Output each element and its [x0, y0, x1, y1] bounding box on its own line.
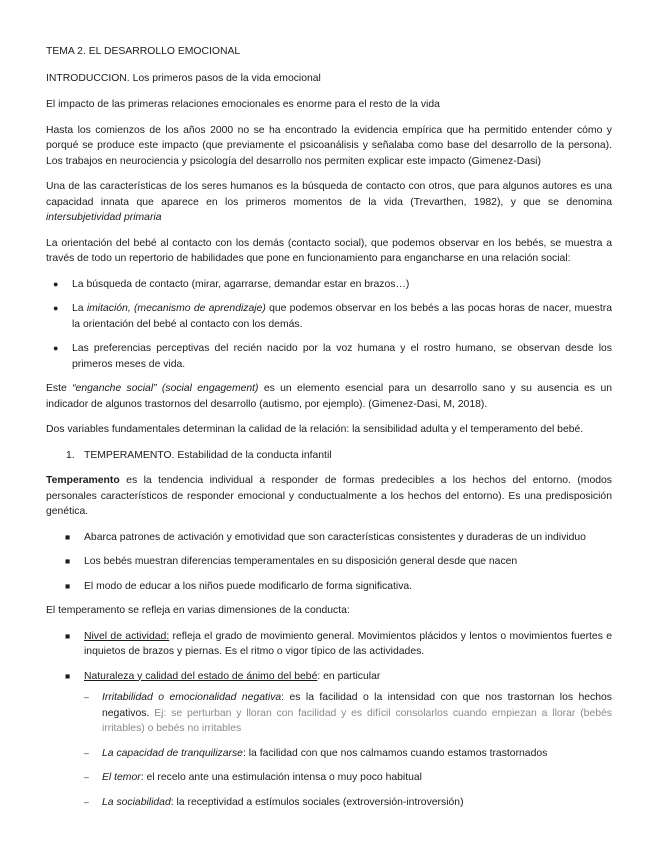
paragraph-variables: Dos variables fundamentales determinan la calidad de la relación: la sensibilidad adulta y el temperamento del bebé. — [46, 424, 584, 435]
dash-mark: – — [84, 796, 89, 807]
paragraph-dimensions: El temperamento se refleja en varias dimensiones de la conducta: — [46, 605, 350, 616]
list-item: – Irritabilidad o emocionalidad negativa: es la facilidad o la intensidad con que nos trastornan los hechos negativos. Ej: se perturban y lloran con facilidad y es difícil consolarlos cuando empiezan a llorar (bebés irritables) o bebés no irritables — [84, 692, 612, 734]
list-item: ● La búsqueda de contacto (mirar, agarrarse, demandar estar en brazos…) — [46, 277, 612, 293]
square-bullet-mark: ■ — [65, 556, 71, 566]
document-body — [46, 44, 612, 819]
paragraph-contact — [46, 179, 612, 226]
example-text: Ej: se perturban y lloran con facilidad y es difícil consolarlos cuando empiezan a llorar (bebés irritables) o bebés no irritables — [102, 707, 612, 734]
bullet-mark: ● — [53, 303, 59, 313]
paragraph-temperamento-def: Temperamento es la tendencia individual a responder de formas predecibles a los hechos del entorno. (modos personales característicos de responder emocional y conductualmente a los hechos del entorno). Es una predisposición genética. — [46, 475, 612, 517]
section-number: 1. — [66, 449, 75, 461]
square-bullet-mark: ■ — [65, 670, 71, 681]
term-sociabilidad: La sociabilidad — [102, 796, 171, 808]
term-nivel-actividad: Nivel de actividad: — [84, 630, 170, 642]
term-intersubjetividad: intersubjetividad primaria — [46, 212, 162, 223]
bullet-list-skills — [46, 277, 612, 373]
paragraph-evidence: Hasta los comienzos de los años 2000 no se ha encontrado la evidencia empírica que ha permitido entender cómo y porqué se produce este impacto (que previamente el psicoanálisis y señalaba como base del desarrollo de la persona). Los trabajos en neurociencia y psicología del desarrollo nos permiten explicar este impacto (Gimenez-Dasi) — [46, 124, 612, 167]
list-item: ■ El modo de educar a los niños puede modificarlo de forma significativa. — [46, 579, 612, 595]
list-item: ■ Nivel de actividad: refleja el grado de movimiento general. Movimientos plácidos y lentos o movimientos fuertes e inquietos de brazos y piernas. Es el ritmo o vigor típico de las actividades. — [65, 630, 613, 657]
paragraph-orientation: La orientación del bebé al contacto con los demás (contacto social), que podemos observar en los bebés, se muestra a través de todo un repertorio de habilidades que pone en funcionamiento para engancharse en una relación social: — [46, 237, 612, 264]
intro-heading: INTRODUCCION. Los primeros pasos de la vida emocional — [46, 72, 321, 84]
term-tranquilizarse: La capacidad de tranquilizarse — [102, 747, 243, 759]
term-imitacion: imitación, (mecanismo de aprendizaje) — [86, 303, 266, 314]
term-estado-animo: Naturaleza y calidad del estado de ánimo del bebé — [84, 670, 318, 682]
section-heading-temperamento — [46, 448, 612, 464]
square-bullet-mark: ■ — [65, 531, 71, 542]
bullet-mark: ● — [53, 278, 59, 289]
dash-mark: – — [84, 772, 89, 782]
list-item: – El temor: el recelo ante una estimulación intensa o muy poco habitual — [46, 770, 612, 786]
square-bullet-mark: ■ — [65, 630, 71, 641]
term-irritabilidad: Irritabilidad o emocionalidad negativa — [102, 692, 282, 703]
list-item: ● La imitación, (mecanismo de aprendizaje) que podemos observar en los bebés a las pocas horas de nacer, muestra la orientación del bebé al contacto con los demás. — [53, 303, 613, 330]
list-item: ■ Los bebés muestran diferencias temperamentales en su disposición general desde que nacen — [46, 554, 612, 570]
term-temperamento: Temperamento — [46, 475, 120, 486]
list-item: ■ Abarca patrones de activación y emotividad que son características consistentes y duraderas de un individuo — [46, 530, 612, 546]
dash-mark: – — [84, 692, 89, 702]
list-item: – La sociabilidad: la receptividad a estímulos sociales (extroversión-introversión) — [46, 795, 612, 811]
list-item: ■ Naturaleza y calidad del estado de ánimo del bebé: en particular – Irritabilidad o emocionalidad negativa: es la facilidad o la intensidad con que nos trastornan los hechos negativos. Ej: se perturban y lloran con facilidad y es difícil consolarlos cuando empiezan a llorar (bebés irritables) o bebés no irritables – La capacidad de tranquilizarse: la facilidad con que nos calmamos cuando estamos trastornados – El temor: el recelo ante una estimulación intensa o muy poco habitual – La sociabilidad: la receptividad a estímulos sociales (extroversión-introversión) — [46, 669, 612, 811]
square-bullet-mark: ■ — [65, 580, 71, 591]
section-label: TEMPERAMENTO. Estabilidad de la conducta infantil — [84, 449, 332, 461]
bullet-list-temperamento — [46, 530, 612, 595]
bullet-list-dimensions — [46, 629, 612, 811]
document-title: TEMA 2. EL DESARROLLO EMOCIONAL — [46, 46, 241, 57]
dash-mark: – — [84, 747, 89, 758]
dash-list-mood — [46, 690, 612, 810]
bullet-mark: ● — [53, 343, 59, 353]
paragraph-engagement: Este “enganche social” (social engagement) es un elemento esencial para un desarrollo sano y su ausencia es un indicador de algunos trastornos del desarrollo (autismo, por ejemplo). (Gimenez-Dasi, M, 2018). — [46, 383, 612, 410]
term-temor: El temor — [102, 772, 141, 783]
paragraph-contact-text: Una de las características de los seres humanos es la búsqueda de contacto con otros, que para algunos autores es una capacidad innata que aparece en los primeros momentos de la vida (Trevarthen, 1982), y que se denomina — [46, 181, 612, 208]
list-item: ● Las preferencias perceptivas del recién nacido por la voz humana y el rostro humano, se observan desde los primeros meses de vida. — [53, 343, 612, 370]
term-social-engagement: “enganche social” (social engagement) — [72, 383, 259, 394]
list-item: – La capacidad de tranquilizarse: la facilidad con que nos calmamos cuando estamos trastornados — [46, 746, 612, 762]
paragraph-impact: El impacto de las primeras relaciones emocionales es enorme para el resto de la vida — [46, 99, 440, 110]
